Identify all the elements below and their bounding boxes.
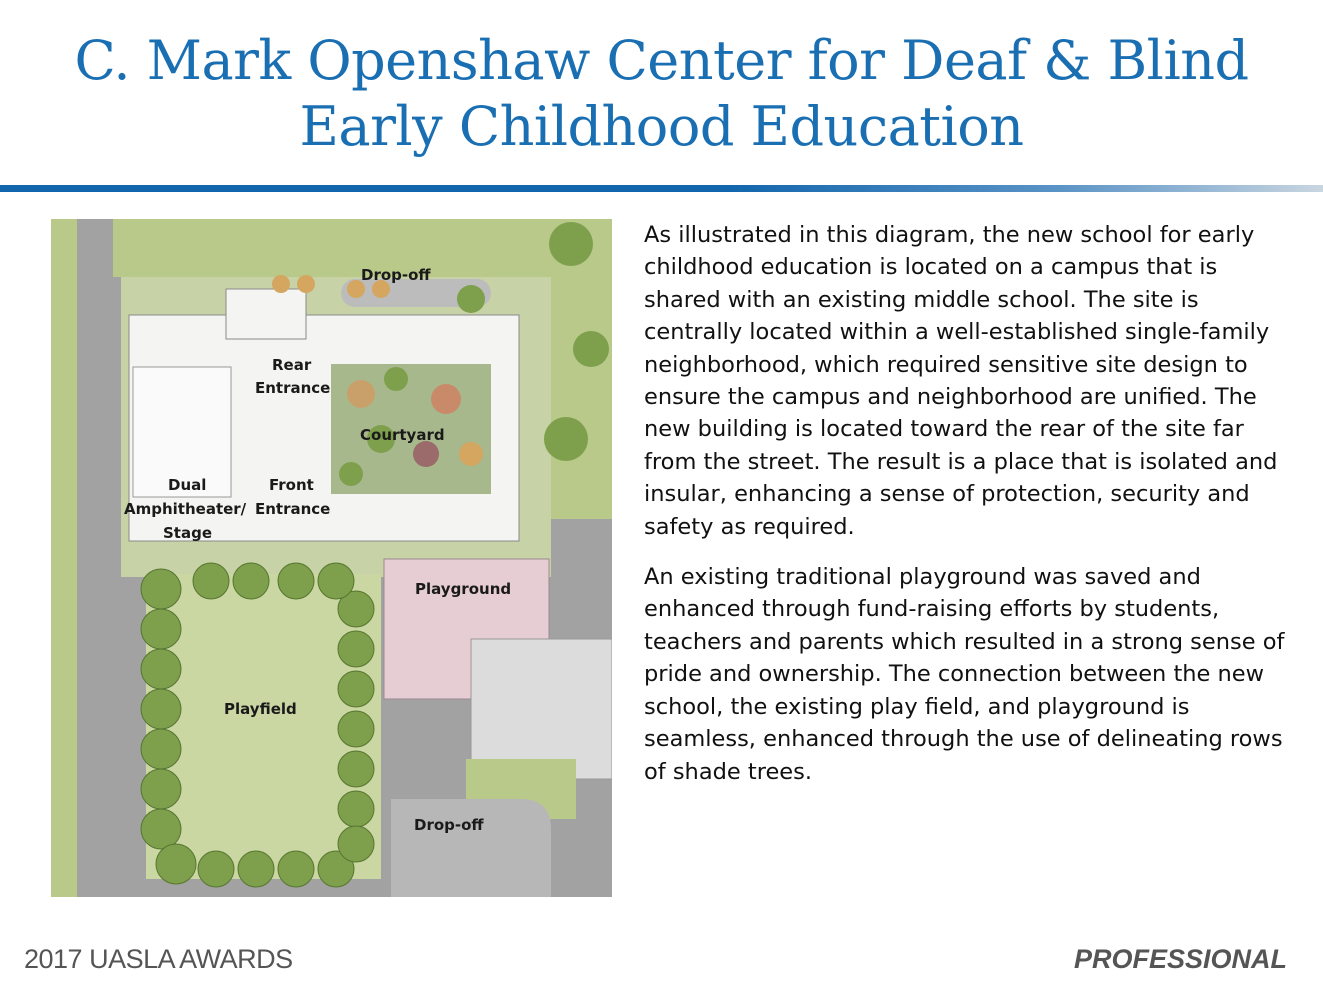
tree [272,275,290,293]
label-rear-entrance-line1: Rear [272,356,312,374]
label-dropoff-bottom: Drop-off [414,816,484,834]
tree [457,285,485,313]
tree [297,275,315,293]
left-verge [51,219,77,897]
label-playground: Playground [415,580,512,598]
courtyard-tree [339,462,363,486]
courtyard-tree [347,380,375,408]
description-text [644,219,1294,806]
title-divider [0,185,1323,192]
footer-category: PROFESSIONAL [1073,944,1287,974]
courtyard-tree [431,384,461,414]
courtyard-tree [384,367,408,391]
label-dual-line1: Dual [168,476,207,494]
title-line-1: C. Mark Openshaw Center for Deaf & Blind [74,29,1249,92]
label-front-entrance-line2: Entrance [255,500,331,518]
tree [549,222,593,266]
site-plan-image [51,219,612,897]
label-dual-line2: Amphitheater/ [124,500,247,518]
title-line-2: Early Childhood Education [299,95,1024,158]
courtyard-tree [459,442,483,466]
paragraph-2: An existing traditional playground was saved and enhanced through fund-raising efforts by students, teachers and parents which resulted in a strong sense of pride and ownership. The connection between the new school, the existing play field, and playground is seamless, enhanced through the use of delineating rows of shade trees. [644,564,1285,785]
label-playfield: Playfield [224,700,297,718]
footer-award: 2017 UASLA AWARDS [24,944,293,974]
label-front-entrance-line1: Front [269,476,314,494]
paragraph-1: As illustrated in this diagram, the new school for early childhood education is located on a campus that is shared with an existing middle school. The site is centrally located within a well-established single-family neighborhood, which required sensitive site design to ensure the campus and neighborhood are unified. The new building is located toward the rear of the site far from the street. The result is a place that is isolated and insular, enhancing a sense of protection, security and safety as required. [644,222,1278,540]
label-courtyard: Courtyard [360,426,445,444]
tree [544,417,588,461]
site-plan-drawing [51,219,612,897]
building-wing [226,289,306,339]
label-dropoff-top: Drop-off [361,266,431,284]
label-dual-line3: Stage [163,524,213,542]
label-rear-entrance-line2: Entrance [255,379,331,397]
existing-building [471,639,612,779]
tree [573,331,609,367]
page-title [0,28,1323,160]
